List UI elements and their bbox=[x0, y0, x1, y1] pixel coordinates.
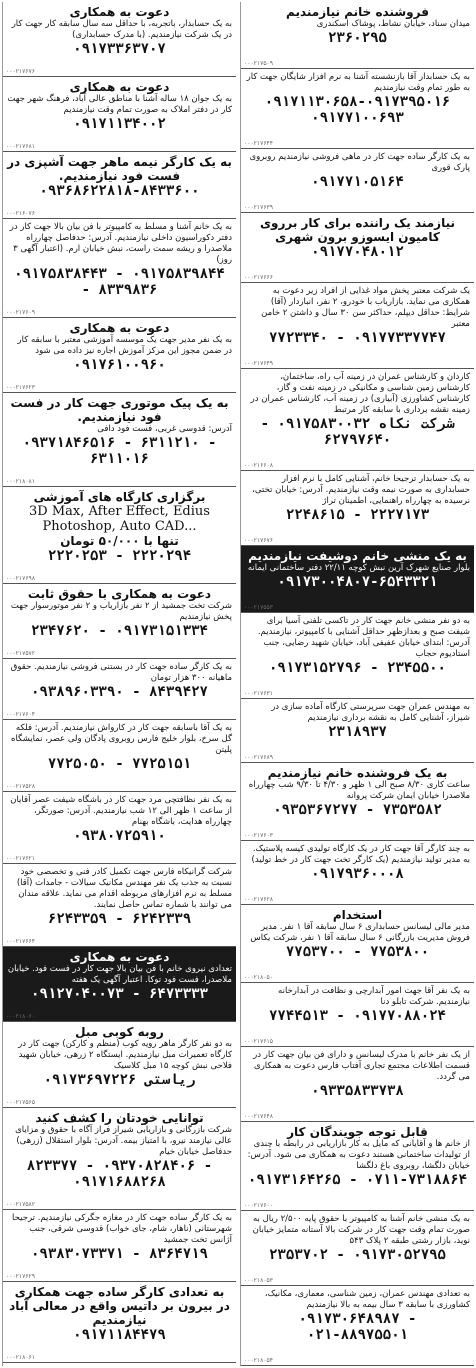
ad-code: ۰۰۰۲۱۷۵۲۸ bbox=[6, 783, 36, 790]
ad-title: توانایی خودتان را کشف کنید bbox=[35, 1111, 204, 1125]
ad-phone: ۷۷۴۴۵۱۳ - ۰۹۱۷۷۰۸۸۰۲۴ bbox=[268, 1008, 446, 1024]
ad-code: ۰۰۰۲۱۷۶۶۶ bbox=[244, 274, 274, 281]
ad-body: به مهندس عمران جهت سرپرستی کارگاه آماده سازی در شیراز، آشنایی کامل به نقشه برداری نیازمندیم bbox=[271, 702, 470, 723]
ad-phone: ۰۹۱۷۷۰۴۸۰۱۲ bbox=[311, 244, 404, 260]
classified-ad bbox=[241, 471, 474, 546]
ad-body: به یک خانم آشنا و مسلط به کامپیوتر با فن بیان بالا جهت کار در دفتر دکوراسیون داخلی نیازمندیم. آدرس: حدفاصل چهارراه ملاصدرا و ریشه سمت راست، نبش خیابان ارم. (اعتبار آگهی ۳ روز) bbox=[9, 222, 232, 265]
classified-ad bbox=[241, 69, 474, 149]
ad-phone: ۰۹۳۶۸۶۲۲۸۱۸-۸۴۳۳۶۰۰ bbox=[39, 183, 200, 199]
ad-title: قابل توجه جویندگان کار bbox=[287, 1125, 428, 1139]
ad-code: ۰۰۰۲۱۷۵۷۲ bbox=[6, 650, 36, 657]
ad-body: تعدادی نیروی خانم با فن بیان بالا جهت کار در فست فود. خیابان ملاصدرا، فست فود توکا. اعتبار آگهی یک هفته bbox=[7, 964, 232, 985]
ad-title: فروشنده خانم نیازمندیم bbox=[286, 5, 429, 19]
ad-body: مدیر مالی لیسانس حسابداری ۶ سال سابقه آقا ۱ نفر. مدیر فروش مدیریت بازرگانی ۶ سال سابقه آقا ۱ نفر، شرکت یکاس bbox=[250, 922, 470, 943]
ad-body: بلوار صنایع شهرک آرین نبش کوچه ۲۲/۱۱ دفتر ساختمانی ایمانه bbox=[247, 563, 470, 573]
ad-phone: ۸۲۳۳۷۷ - ۰۹۳۷۰۸۲۸۴۰۶ - ۰۹۱۷۱۶۸۸۲۶۸ bbox=[26, 1158, 213, 1190]
ad-body: به یک کارگر ساده جهت کار در بستنی فروشی نیازمندیم. حقوق ماهیانه ۳۰۰ هزار تومان bbox=[10, 662, 232, 683]
ad-body: شرکت بازرگانی و بازاریابی شیراز فراز آگاه با حقوق و مزایای عالی نیازمند نیرو، با امتیاز بیمه. آدرس: بلوار استقلال (زرهی) حدفاصل خیابان خیام bbox=[15, 1125, 232, 1157]
ad-phone: ۷۷۵۳۷۰۰ - ۷۷۵۳۸۰۰ bbox=[285, 944, 430, 960]
ad-code: ۰۰۰۲۱۷۶۲۳ bbox=[6, 384, 36, 391]
classified-ad bbox=[3, 720, 236, 792]
ad-code: ۰۰۰۲۱۷۶۰۹ bbox=[6, 309, 36, 316]
ad-body: آدرس: قدوسی غربی، فست فود دافی bbox=[97, 424, 232, 434]
ad-phone: ۰۹۱۷۳۳۶۳۷۰۷ bbox=[73, 41, 166, 57]
ad-code: ۰۰۰۲۱۸۰۵۴ bbox=[244, 1357, 274, 1364]
classified-ad bbox=[241, 983, 474, 1047]
classified-ad bbox=[3, 393, 236, 487]
ad-code: ۰۰۰۲۱۷۶۰۰ bbox=[244, 1202, 274, 1209]
ad-phone: ۷۷۲۵۰۵۰ - ۷۷۲۵۱۵۱ bbox=[47, 756, 192, 772]
ad-body: ساعت کاری ۸/۳۰ صبح الی ۱ ظهر و ۴/۳۰ تا ۹/۳۰ شب چهارراه ملاصدرا خیابان ایمان شرکت پروانه bbox=[248, 780, 470, 801]
ad-phone: ۰۹۱۷۳۱۵۲۷۹۶ - ۲۳۴۵۵۰۰ bbox=[268, 660, 446, 676]
ad-phone: ۰۹۱۷۱۱۳۰۶۵۸-۰۹۱۷۳۹۵۰۱۶ ۰۹۱۷۷۱۰۰۶۹۳ bbox=[264, 94, 451, 126]
classified-ad bbox=[241, 369, 474, 471]
ad-phone: ۷۷۲۳۳۴۰ - ۰۹۱۷۷۳۳۷۷۴۷ bbox=[268, 330, 446, 346]
ad-code: ۰۰۰۲۱۷۶۴۴ bbox=[244, 140, 274, 147]
ad-body: به دو نفر منشی خانم جهت کار در تاکسی تلفنی آسیا برای شیفت صبح و بعدازظهر حداقل آشنایی با کامپیوتر، نیازمندیم. آدرس: ابتدای خیابان عفیفی آباد، خیابان شهید رضایی، جنب استادیوم حجاب bbox=[257, 616, 470, 659]
ad-body: به یک حسابدار آقا بازنشسته آشنا به نرم افزار شایگان جهت کار به طور تمام وقت نیازمندیم bbox=[246, 72, 470, 93]
ad-body: یک شرکت معتبر پخش مواد غذایی از افراد زیر دعوت به همکاری می نماید. بازاریاب با خودرو، ۲ نفر، انباردار (آقا) شرایط: حداقل دیپلم، حداکثر سن ۳۰ سال و داشتن ۲ خامن معتبر bbox=[261, 286, 470, 329]
ad-title: روبه کوبی مبل bbox=[75, 1025, 164, 1039]
ad-phone: ۰۹۳۵۳۶۷۲۷۷ - ۷۳۵۳۵۸۲ bbox=[273, 802, 442, 818]
ad-phone: ۰۹۱۷۳۱۶۴۲۶۵ - ۰۷۱۱-۷۳۱۸۸۶۴ bbox=[247, 1172, 468, 1188]
classified-ad bbox=[241, 1122, 474, 1211]
ad-phone: ۰۹۱۷۱۱۳۴۰۰۲ bbox=[73, 116, 166, 132]
ad-body: شرکت تخت جمشید از ۲ نفر بازاریاب و ۲ نفر موتورسوار جهت پخش نیازمندیم bbox=[10, 601, 232, 622]
ad-code: ۰۰۰۲۱۷۶۲۹ bbox=[6, 1273, 36, 1280]
ad-code: ۰۰۰۲۱۸۰۸۱ bbox=[6, 478, 36, 485]
classified-ad bbox=[241, 905, 474, 983]
ad-code: ۰۰۰۲۱۷۶۴۹ bbox=[244, 360, 274, 367]
classified-ad bbox=[3, 1282, 236, 1363]
ad-body: به دو نفر کارگر ماهر رویه کوب (منظم و کارکن) جهت کار در کارگاه تعمیرات مبل نیازمندیم. ایستگاه ۲ زرهی، خیابان شهید فلاحی نبش کوچه ۱۵ مبل کلاسیک bbox=[18, 1039, 232, 1071]
classified-ad bbox=[3, 1022, 236, 1108]
ad-price: تنها با ۵۰/۰۰۰ تومان bbox=[60, 534, 179, 548]
classified-ad bbox=[3, 318, 236, 393]
classified-ad bbox=[241, 841, 474, 905]
classified-ad bbox=[3, 219, 236, 318]
ad-title: استخدام bbox=[332, 908, 383, 922]
classified-ad bbox=[241, 613, 474, 699]
ad-body: به یک آقا باسابقه جهت کار در کارواش نیازمندیم. آدرس: فلکه گل سرخ، بلوار خلیج فارس روبروی پادگان ولی عصر، نمایشگاه پلیتن bbox=[11, 723, 232, 755]
classified-ad bbox=[3, 584, 236, 659]
ad-code: ۰۰۰۲۱۷۶۳۱ bbox=[244, 690, 274, 697]
classified-ad bbox=[3, 1108, 236, 1210]
classified-ad bbox=[241, 2, 474, 69]
ad-body: کاردان و کارشناس عمران در زمینه آب راه، ساختمان، کارشناس زمین شناسی و مکانیکی در زمینه نفت و گاز، کارشناس کشاورزی (آبیاری) در زمینه آب، کارشناس عمران در زمینه نقشه برداری با سابقه کار مرتبط bbox=[250, 372, 470, 415]
ad-code: ۰۰۰۲۱۸۰۶۱ bbox=[6, 1354, 36, 1361]
ad-body: به یک جوان ۱۸ ساله آشنا با مناطق عالی آباد، فرهنگ شهر جهت کار در دفتر املاک به صورت تمام وقت نیازمندیم bbox=[7, 94, 232, 115]
classified-ad bbox=[241, 149, 474, 213]
ad-phone: ۰۹۱۲۷۰۴۰۰۷۳ - ۶۴۷۳۳۳۳ bbox=[30, 986, 208, 1002]
ad-code: ۰۰۰۲۱۷۵۸۲ bbox=[6, 1201, 36, 1208]
ad-code: ۰۰۰۲۱۷۶۱۵ bbox=[244, 1038, 274, 1045]
ad-body: به تعدادی مهندس عمران، زمین شناسی، معماری، مکانیک، کشاورزی با سابقه ۳ سال بیمه به بالا نیازمندیم bbox=[264, 1289, 470, 1310]
ad-phone: ۰۹۱۷۱۱۸۴۴۷۹ bbox=[73, 1327, 166, 1343]
ad-body: از خانم ها و آقایانی که مایل به کار بازاریابی در رابطه با چندی از تولیدات ساختمانی هستند دعوت به همکاری می شود. آدرس: خیابان دلگشا، روبروی باغ دلگشا bbox=[247, 1139, 470, 1171]
ad-code: ۰۰۰۲۱۷۶۸۹ bbox=[244, 754, 274, 761]
classified-ad bbox=[3, 947, 236, 1022]
ad-title: به یک کارگر نیمه ماهر جهت آشپزی در فست فود نیازمندیم. bbox=[7, 155, 232, 183]
ad-code: ۰۰۰۲۱۶۶۰۸ bbox=[244, 462, 274, 469]
ad-body: میدان سناد، خیابان نشاط، پوشاک اسکندری bbox=[316, 19, 470, 29]
ad-phone: ۲۲۲۰۲۵۳ - ۲۲۲۰۲۹۴ bbox=[47, 548, 192, 564]
ad-phone: ۲۳۱۸۹۳۷ bbox=[327, 724, 387, 740]
classified-ad bbox=[241, 546, 474, 613]
ad-phone: ۲۲۴۸۶۱۵ - ۲۲۲۷۱۷۳ bbox=[285, 507, 430, 523]
ad-phone: ۰۹۱۷۷۱۰۵۱۶۴ bbox=[311, 174, 404, 190]
ad-phone: ریاستی ۰۹۱۷۳۶۹۷۲۲۶ bbox=[43, 1072, 196, 1088]
ad-code: ۰۰۰۲۱۷۵۵۳ bbox=[244, 604, 274, 611]
ad-phone: ۶۲۴۳۳۵۹ - ۶۲۴۲۳۳۹ bbox=[47, 911, 192, 927]
ad-body: از یک نفر خانم با مدرک لیسانس و دارای فن بیان جهت کار در قسمت اطلاعات مجتمع تجاری آفتاب فارس دعوت به همکاری می گردد. bbox=[253, 1050, 470, 1082]
ad-code: ۰۰۰۲۱۷۵۰۹ bbox=[244, 60, 274, 67]
ad-title: دعوت به همکاری bbox=[69, 80, 170, 94]
ad-phone: ۰۹۱۷۳۰۶۴۸۹۸۷ - ۰۲۱-۸۸۹۷۵۵۰۱ bbox=[298, 1311, 417, 1343]
ad-code: ۰۰۰۲۱۷۶۲۱ bbox=[6, 855, 36, 862]
ad-code: ۰۰۰۲۱۶۰۷۶ bbox=[6, 210, 36, 217]
column-right bbox=[240, 2, 474, 1366]
ad-body: به یک حسابدار ترجیحا خانم، آشنایی کامل با نرم افزار حسابداری به صورت نیمه وقت نیازمندیم. آدرس: خیابان تختی، نرسیده به چهارراه راهنمایی، اطمینان تراژ bbox=[252, 474, 470, 506]
column-left bbox=[2, 2, 236, 1366]
ad-title: دعوت به همکاری bbox=[69, 321, 170, 335]
ad-title: دعوت به همکاری bbox=[69, 5, 170, 19]
classified-ad bbox=[241, 1047, 474, 1122]
classified-ad bbox=[241, 283, 474, 369]
ad-phone: ۰۹۱۷۹۳۶۰۰۰۸ bbox=[311, 866, 404, 882]
ad-title: دعوت به همکاری bbox=[69, 950, 170, 964]
ad-phone: ۰۹۱۷۵۸۳۸۴۴۳ - ۰۹۱۷۵۸۳۹۸۴۴ - ۸۳۳۹۸۳۶ bbox=[14, 266, 225, 298]
ad-code: ۰۰۰۲۱۷۵۶۵ bbox=[6, 1099, 36, 1106]
ad-phone: ۰۹۳۷۱۸۴۶۵۱۶ - ۶۳۱۱۲۱۰ - ۶۳۱۱۰۱۶ bbox=[22, 435, 217, 467]
ad-phone: ۲۳۶۰۲۹۵ bbox=[327, 30, 387, 46]
ad-phone: ۲۳۴۷۶۲۰ - ۰۹۱۷۳۱۵۱۳۳۴ bbox=[30, 623, 208, 639]
classified-ad bbox=[241, 213, 474, 283]
classified-ad bbox=[3, 659, 236, 720]
ad-title: نیازمند یک راننده برای کار برروی کامیون ایسوزو برون شهری bbox=[259, 216, 455, 244]
ad-title: دعوت به همکاری با حقوق ثابت bbox=[27, 587, 212, 601]
ad-body: به یک نفر مدیر جهت یک موسسه آموزشی معتبر با سابقه کار در ضمن مجوز این مرکز آموزش اجاره نیز داده می شود bbox=[17, 335, 232, 356]
ad-phone: ۰۹۳۳۵۸۳۳۷۳۸ bbox=[311, 1083, 404, 1099]
classified-ad bbox=[3, 792, 236, 864]
ad-phone: ۲۳۵۳۷۰۲ - ۰۹۱۷۳۰۵۲۷۹۵ bbox=[268, 1247, 446, 1263]
ad-code: ۰۰۰۲۱۷۶۰۳ bbox=[244, 832, 274, 839]
classified-ad bbox=[241, 763, 474, 841]
ad-body: به یک نفر آقا جهت امور آبدارچی و نظافت در آبدارخانه نیازمندیم. شرکت تابلو دنا bbox=[278, 986, 470, 1007]
ad-phone: شرکت نکاه ۰۹۱۷۵۸۳۰۰۳۲ - ۶۲۷۹۷۶۴۰ bbox=[260, 416, 455, 448]
ad-title: به یک منشی خانم دوشیفت نیازمندیم bbox=[248, 549, 467, 563]
classified-ad bbox=[3, 1210, 236, 1282]
ad-body: به یک کارگر ساده جهت کار در مغازه جگرکی نیازمندیم. ترجیحا شهرستانی (ناهار، شام، جای خواب) قدوسی شرقی، جنب آژانس تخت جمشید bbox=[12, 1213, 232, 1245]
classified-ad bbox=[241, 699, 474, 763]
ad-phone: ۰۹۳۸۹۶۰۳۳۹۰ - ۸۴۳۹۴۲۷ bbox=[30, 684, 208, 700]
ad-body: به یک منشی خانم آشنا به کامپیوتر با حقوق پایه ۲/۵۰۰ ریال به صورت تمام وقت جهت کار در شرکت بالا آستانه متمایز خیابان نوید، بازار رشتی طبقه ۲ پلاک ۵۴۳ bbox=[252, 1214, 470, 1246]
ad-code: ۰۰۰۲۱۷۶۶۴ bbox=[6, 938, 36, 945]
classified-ad bbox=[3, 864, 236, 947]
ad-body: شرکت گرانیکاه فارس جهت تکمیل کادر فنی و تخصصی خود نسبت به جذب یک نفر مهندس مکانیک سیالات - جامدات (آقا) مسلط به نرم افزارهای مربوطه اقدام می نماید. علاقه مندان می توانند با شماره تماس حاصل نمایند. bbox=[16, 867, 232, 910]
ad-code: ۰۰۰۲۱۷۶۲۸ bbox=[244, 896, 274, 903]
ad-body: به چند کارگر آقا جهت کار در یک کارگاه تولیدی کیسه پلاستیک. به مدیر تولید نیازمندیم (یک کارگر تخت جهت کار در خط تولید) bbox=[251, 844, 470, 865]
ad-body: به یک نفر نظافتچی مرد جهت کار در باشگاه شیفت عصر آقایان از ساعت ۱ ظهر الی ۱۲ شب نیازمندیم. آدرس: صورتگر، چهارراه هدایت، باشگاه بهنام bbox=[10, 795, 232, 827]
classified-ad bbox=[241, 1286, 474, 1366]
ad-code: ۰۰۰۲۱۷۶۴۸ bbox=[244, 1113, 274, 1120]
ad-body: به یک کارگر ساده جهت کار در ماهی فروشی نیازمندیم روبروی پارک قوری bbox=[249, 152, 470, 173]
ad-code: ۰۰۰۲۱۸۰۵۳ bbox=[244, 1277, 274, 1284]
ad-phone: ۰۹۱۷۳۰۰۴۸۰۷-۶۵۴۳۳۲۱ bbox=[277, 574, 438, 590]
ad-code: ۰۰۰۲۱۸۰۵۰ bbox=[244, 974, 274, 981]
ad-title: به یک پیک موتوری جهت کار در فست فود نیازمندیم. bbox=[10, 396, 229, 424]
ad-code: ۰۰۰۲۱۷۶۸۱ bbox=[6, 143, 36, 150]
ad-phone: ۰۹۳۸۰۷۲۵۹۱۰ bbox=[73, 828, 166, 844]
ad-body: به یک حسابدار، باتجربه، با حداقل سه سال سابقه کار جهت کار در یک شرکت نیازمندیم. (با مدرک حسابداری) bbox=[11, 19, 232, 40]
ad-title: به تعدادی کارگر ساده جهت همکاری در بیرون بر داتیس واقع در معالی آباد نیازمندیم bbox=[9, 1285, 230, 1327]
ad-title: برگزاری کارگاه های آموزشی bbox=[33, 490, 206, 504]
classified-ad bbox=[3, 487, 236, 584]
ad-code: ۰۰۰۲۱۷۶۳۹ bbox=[244, 204, 274, 211]
ad-code: ۰۰۰۲۱۷۶۰۴ bbox=[6, 711, 36, 718]
ad-code: ۰۰۰۲۱۷۶۷۶ bbox=[244, 537, 274, 544]
classified-ad bbox=[3, 2, 236, 77]
ad-code: ۰۰۰۲۱۸۰۶۰ bbox=[6, 1013, 36, 1020]
ad-title: به یک فروشنده خانم نیازمندیم bbox=[267, 766, 448, 780]
ad-code: ۰۰۰۲۱۷۶۹۸ bbox=[6, 575, 36, 582]
classified-ad bbox=[241, 1211, 474, 1286]
ad-phone: ۰۹۳۸۳۰۷۳۳۷۱ - ۸۳۶۴۷۱۹ bbox=[30, 1246, 208, 1262]
classified-ad bbox=[3, 152, 236, 219]
ad-body: 3D Max, After Effect, Edius Photoshop, Auto CAD... bbox=[29, 504, 210, 534]
ad-phone: ۰۹۱۷۶۱۰۰۹۶۰ bbox=[73, 357, 166, 373]
classified-ad bbox=[3, 77, 236, 152]
ad-code: ۰۰۰۲۱۷۶۷۶ bbox=[6, 68, 36, 75]
